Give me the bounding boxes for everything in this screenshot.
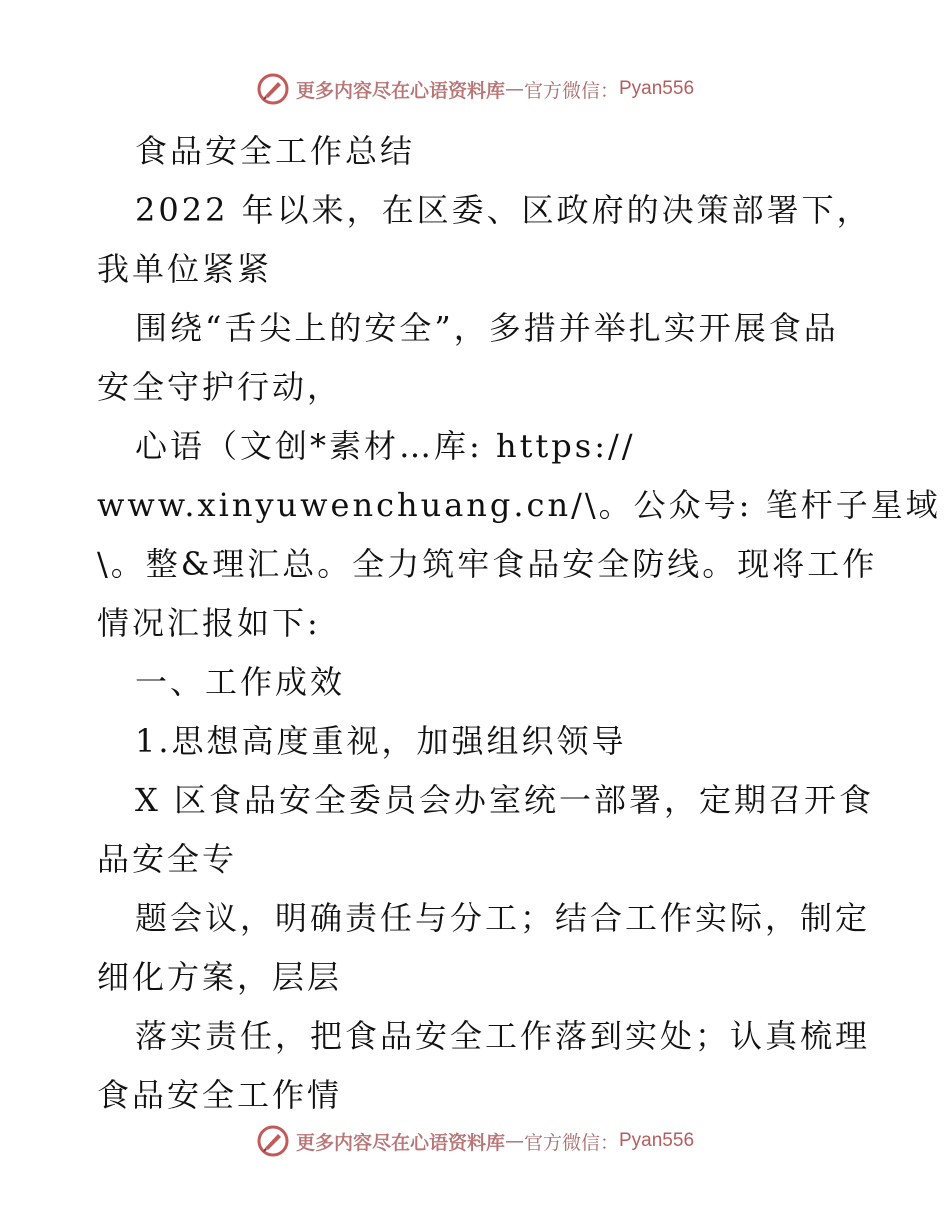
paragraph-line: 心语（文创*素材…库: https:// — [135, 427, 636, 465]
document-title: 食品安全工作总结 — [135, 132, 416, 170]
banner-site-text: 更多内容尽在心语资料库 — [295, 79, 505, 102]
paragraph-line: \。整&理汇总。全力筑牢食品安全防线。现将工作 — [97, 545, 878, 583]
banner-wechat-id: Pyan556 — [619, 78, 695, 99]
paragraph-line: X 区食品安全委员会办室统一部署，定期召开食 — [135, 781, 874, 819]
banner-wechat-label: 官方微信： — [523, 79, 619, 102]
banner-separator: — — [504, 1130, 524, 1152]
paragraph-line: 落实责任，把食品安全工作落到实处；认真梳理 — [135, 1017, 871, 1055]
document-body — [97, 122, 941, 1125]
banner-site-text: 更多内容尽在心语资料库 — [295, 1131, 505, 1154]
paragraph-line: www.xinyuwenchuang.cn/\。公众号: 笔杆子星域 — [97, 486, 941, 524]
paragraph-line: 品安全专 — [97, 840, 238, 878]
pen-logo-icon — [256, 1124, 290, 1158]
paragraph-line: 情况汇报如下: — [97, 604, 321, 642]
header-watermark-banner — [0, 72, 950, 106]
pen-logo-icon — [256, 72, 290, 106]
banner-wechat-label: 官方微信： — [523, 1131, 619, 1154]
section-heading: 一、工作成效 — [135, 663, 346, 701]
paragraph-line: 我单位紧紧 — [97, 250, 273, 288]
banner-separator: — — [504, 78, 524, 100]
paragraph-line: 题会议，明确责任与分工；结合工作实际，制定 — [135, 899, 871, 937]
footer-watermark-banner — [0, 1124, 950, 1158]
paragraph-line: 食品安全工作情 — [97, 1076, 343, 1114]
paragraph-line: 细化方案，层层 — [97, 958, 343, 996]
banner-wechat-id: Pyan556 — [619, 1130, 695, 1151]
paragraph-line: 安全守护行动， — [97, 368, 343, 406]
paragraph-line: 围绕“舌尖上的安全”，多措并举扎实开展食品 — [135, 309, 839, 347]
paragraph-line: 2022 年以来，在区委、区政府的决策部署下， — [135, 191, 872, 229]
subsection-heading: 1.思想高度重视，加强组织领导 — [135, 722, 627, 760]
